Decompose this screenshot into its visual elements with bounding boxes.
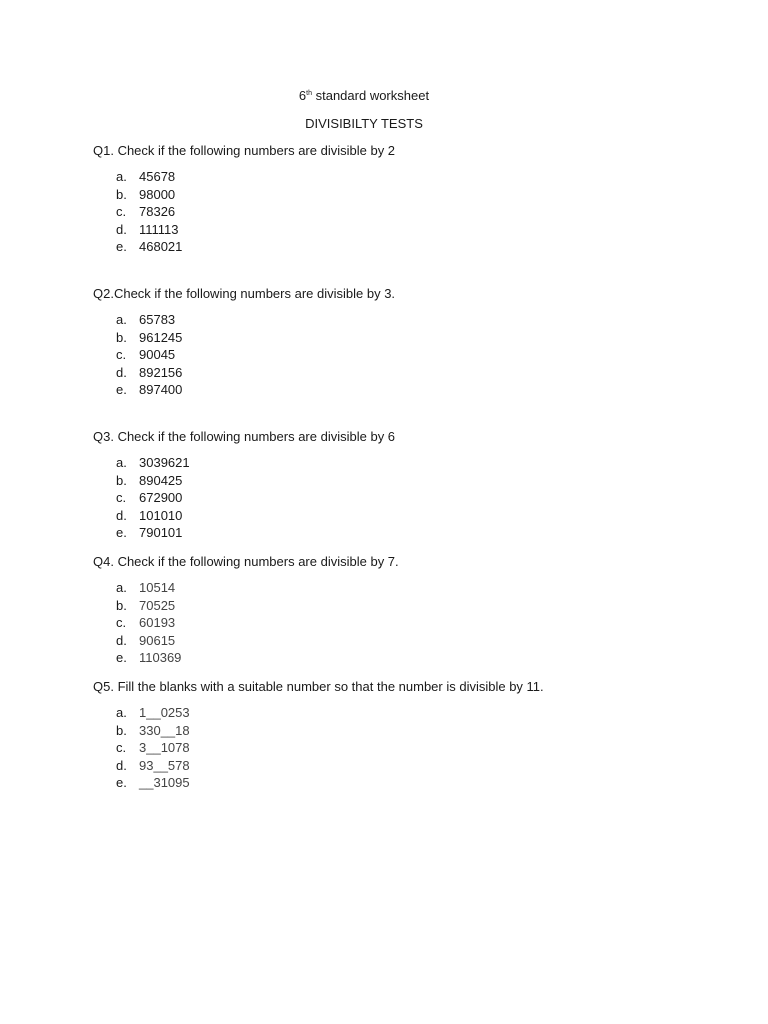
list-item — [116, 757, 190, 775]
list-item — [116, 614, 181, 632]
option-value: 93__578 — [139, 757, 190, 773]
option-letter: d. — [116, 632, 127, 648]
question-2-text: Q2.Check if the following numbers are divisible by 3. — [93, 286, 396, 301]
option-letter: d. — [116, 221, 127, 237]
option-letter: e. — [116, 525, 127, 541]
option-letter: b. — [116, 722, 127, 738]
list-item — [116, 649, 181, 667]
option-letter: e. — [116, 239, 127, 255]
title-text: standard worksheet — [312, 88, 430, 103]
list-item — [116, 186, 182, 204]
option-value: 111113 — [139, 221, 179, 237]
list-item — [116, 579, 181, 597]
option-value: 790101 — [139, 525, 183, 541]
option-value: __31095 — [139, 775, 190, 791]
option-value: 70525 — [139, 597, 176, 613]
option-value: 98000 — [139, 186, 176, 202]
option-value: 90045 — [139, 347, 176, 363]
option-value: 65783 — [139, 312, 176, 327]
option-value: 101010 — [139, 507, 183, 523]
option-value: 1__0253 — [139, 705, 190, 720]
option-letter: a. — [116, 580, 127, 595]
option-value: 3039621 — [139, 455, 190, 470]
option-value: 330__18 — [139, 722, 190, 738]
list-item — [116, 364, 182, 382]
question-2-options — [116, 311, 182, 399]
option-letter: d. — [116, 364, 127, 380]
question-3-text: Q3. Check if the following numbers are divisible by 6 — [93, 429, 396, 444]
option-letter: a. — [116, 705, 127, 720]
option-value: 890425 — [139, 472, 183, 488]
option-value: 897400 — [139, 382, 183, 398]
list-item — [116, 632, 181, 650]
option-value: 892156 — [139, 364, 183, 380]
list-item — [116, 722, 190, 740]
option-letter: e. — [116, 650, 127, 666]
list-item — [116, 238, 182, 256]
list-item — [116, 311, 182, 329]
option-letter: c. — [116, 347, 127, 363]
question-5-options — [116, 704, 190, 792]
list-item — [116, 168, 182, 186]
question-1-text: Q1. Check if the following numbers are divisible by 2 — [93, 143, 396, 158]
option-value: 90615 — [139, 632, 176, 648]
option-letter: a. — [116, 169, 127, 184]
option-letter: c. — [116, 615, 127, 631]
question-5-text: Q5. Fill the blanks with a suitable number so that the number is divisible by 11. — [93, 679, 544, 694]
option-value: 672900 — [139, 490, 183, 506]
option-letter: b. — [116, 472, 127, 488]
option-letter: a. — [116, 455, 127, 470]
option-value: 961245 — [139, 329, 183, 345]
option-value: 3__1078 — [139, 740, 190, 756]
list-item — [116, 221, 182, 239]
list-item — [116, 454, 190, 472]
list-item — [116, 329, 182, 347]
list-item — [116, 203, 182, 221]
page-subtitle: DIVISIBILTY TESTS — [305, 116, 423, 131]
page-title — [0, 88, 728, 104]
option-letter: e. — [116, 775, 127, 791]
option-letter: c. — [116, 740, 127, 756]
option-value: 45678 — [139, 169, 176, 184]
list-item — [116, 524, 190, 542]
option-value: 110369 — [139, 650, 182, 666]
option-letter: b. — [116, 597, 127, 613]
list-item — [116, 489, 190, 507]
grade-suffix: th — [306, 90, 312, 97]
option-letter: e. — [116, 382, 127, 398]
question-4-text: Q4. Check if the following numbers are divisible by 7. — [93, 554, 399, 569]
option-letter: b. — [116, 329, 127, 345]
option-letter: c. — [116, 490, 127, 506]
grade-number: 6 — [298, 88, 307, 103]
list-item — [116, 774, 190, 792]
question-3-options — [116, 454, 190, 542]
list-item — [116, 597, 181, 615]
option-letter: d. — [116, 757, 127, 773]
list-item — [116, 381, 182, 399]
list-item — [116, 472, 190, 490]
option-value: 468021 — [139, 239, 183, 255]
question-4-options — [116, 579, 181, 667]
option-letter: a. — [116, 312, 127, 327]
option-letter: b. — [116, 186, 127, 202]
option-value: 78326 — [139, 204, 176, 220]
question-1-options — [116, 168, 182, 256]
option-value: 60193 — [139, 615, 176, 631]
list-item — [116, 704, 190, 722]
option-letter: c. — [116, 204, 127, 220]
list-item — [116, 346, 182, 364]
option-value: 10514 — [139, 580, 176, 595]
option-letter: d. — [116, 507, 127, 523]
list-item — [116, 507, 190, 525]
list-item — [116, 739, 190, 757]
